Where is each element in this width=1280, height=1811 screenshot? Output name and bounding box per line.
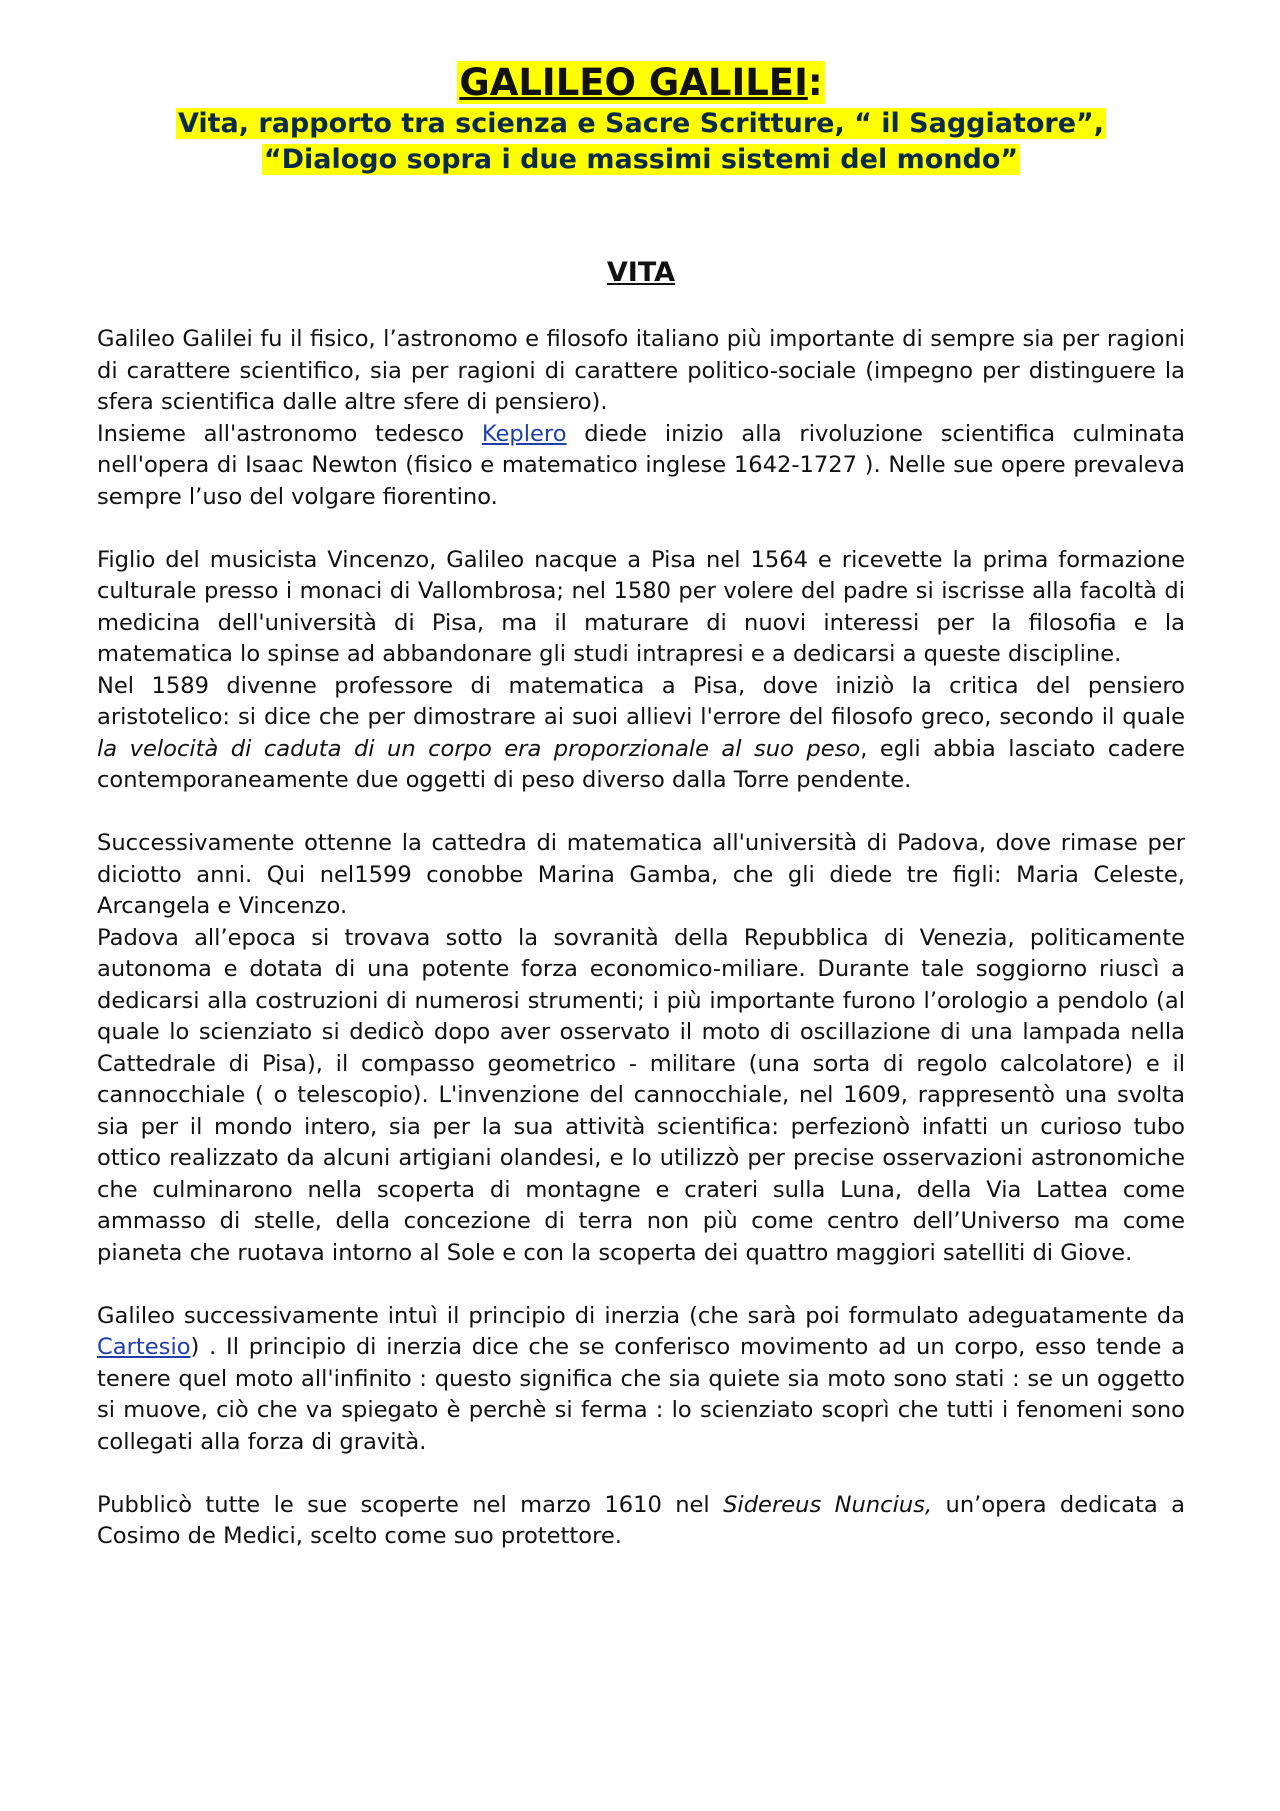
paragraph-gap [97, 1269, 1185, 1301]
subtitle-text-1: Vita, rapporto tra scienza e Sacre Scritture, “ il Saggiatore”, [177, 108, 1105, 139]
document-header [97, 60, 1185, 178]
paragraph-2-pre: Insieme all'astronomo tedesco [97, 420, 482, 447]
paragraph-8-post: un’opera dedicata a Cosimo de Medici, scelto come suo protettore. [97, 1491, 1185, 1549]
cartesio-link[interactable]: Cartesio [97, 1334, 191, 1360]
paragraph-3: Figlio del musicista Vincenzo, Galileo nacque a Pisa nel 1564 e ricevette la prima formazione culturale presso i monaci di Vallombrosa; nel 1580 per volere del padre si iscrisse alla facoltà di medicina dell'università di Pisa, ma il maturare di nuovi interessi per la filosofia e la matematica lo spinse ad abbandonare gli studi intrapresi e a dedicarsi a queste discipline. [97, 546, 1185, 667]
title-text: GALILEO GALILEI [459, 61, 808, 104]
paragraph-4 [97, 671, 1185, 797]
paragraph-1: Galileo Galilei fu il fisico, l’astronomo e filosofo italiano più importante di sempre sia per ragioni di carattere scientifico, sia per ragioni di carattere politico-sociale (impegno per distinguere la sfera scientifica dalle altre sfere di pensiero). [97, 326, 1185, 415]
document-page [97, 60, 1185, 1553]
paragraph-6: Padova all’epoca si trovava sotto la sovranità della Repubblica di Venezia, politicamente autonoma e dotata di una potente forza economico-miliare. Durante tale soggiorno riuscì a dedicarsi alla costruzioni di numerosi strumenti; i più importante furono l’orologio a pendolo (al quale lo scienziato si dedicò dopo aver osservato il moto di oscillazione di una lampada nella Cattedrale di Pisa), il compasso geometrico - militare (una sorta di regolo calcolatore) e il cannocchiale ( o telescopio). L'invenzione del cannocchiale, nel 1609, rappresentò una svolta sia per il mondo intero, sia per la sua attività scientifica: perfezionò infatti un curioso tubo ottico realizzato da alcuni artigiani olandesi, e lo utilizzò per precise osservazioni astronomiche che culminarono nella scoperta di montagne e crateri sulla Luna, della Via Lattea come ammasso di stelle, della concezione di terra non più come centro dell’Universo ma come pianeta che ruotava intorno al Sole e con la scoperta dei quattro maggiori satelliti di Giove. [97, 924, 1185, 1266]
paragraph-gap [97, 797, 1185, 829]
paragraph-4-pre: Nel 1589 divenne professore di matematica a Pisa, dove iniziò la critica del pensiero aristotelico: si dice che per dimostrare ai suoi allievi l'errore del filosofo greco, secondo il quale [97, 672, 1185, 730]
paragraph-4-italic: la velocità di caduta di un corpo era proporzionale al suo peso [97, 735, 861, 762]
paragraph-5: Successivamente ottenne la cattedra di matematica all'università di Padova, dove rimase per diciotto anni. Qui nel1599 conobbe Marina Gamba, che gli diede tre figli: Maria Celeste, Arcangela e Vincenzo. [97, 830, 1185, 919]
paragraph-8-italic: Sidereus Nuncius, [723, 1491, 933, 1518]
paragraph-7-post: ) . Il principio di inerzia dice che se conferisco movimento ad un corpo, esso tende a tenere quel moto all'infinito : questo significa che sia quiete sia moto sono stati : se un oggetto si muove, ciò che va spiegato è perchè si ferma : lo scienziato scoprì che tutti i fenomeni sono collegati alla forza di gravità. [97, 1334, 1185, 1455]
paragraph-gap [97, 1458, 1185, 1490]
keplero-link[interactable]: Keplero [481, 420, 567, 447]
subtitle-text-2: “Dialogo sopra i due massimi sistemi del mondo” [263, 144, 1019, 175]
paragraph-2 [97, 419, 1185, 514]
paragraph-8 [97, 1490, 1185, 1553]
section-heading: VITA [606, 257, 676, 288]
paragraph-4-post: , egli abbia lasciato cadere contemporaneamente due oggetti di peso diverso dalla Torre pendente. [97, 735, 1185, 793]
paragraph-7 [97, 1301, 1185, 1459]
subtitle-line-2 [97, 142, 1185, 178]
paragraph-7-pre: Galileo successivamente intuì il principio di inerzia (che sarà poi formulato adeguatamente da [97, 1302, 1185, 1329]
document-title [97, 60, 1185, 106]
paragraph-8-pre: Pubblicò tutte le sue scoperte nel marzo 1610 nel [97, 1491, 724, 1518]
paragraph-2-post: diede inizio alla rivoluzione scientifica culminata nell'opera di Isaac Newton (fisico e matematico inglese 1642-1727 ). Nelle sue opere prevaleva sempre l’uso del volgare fiorentino. [97, 420, 1185, 510]
title-colon: : [807, 61, 823, 104]
subtitle-line-1 [97, 106, 1185, 142]
paragraph-gap [97, 513, 1185, 545]
